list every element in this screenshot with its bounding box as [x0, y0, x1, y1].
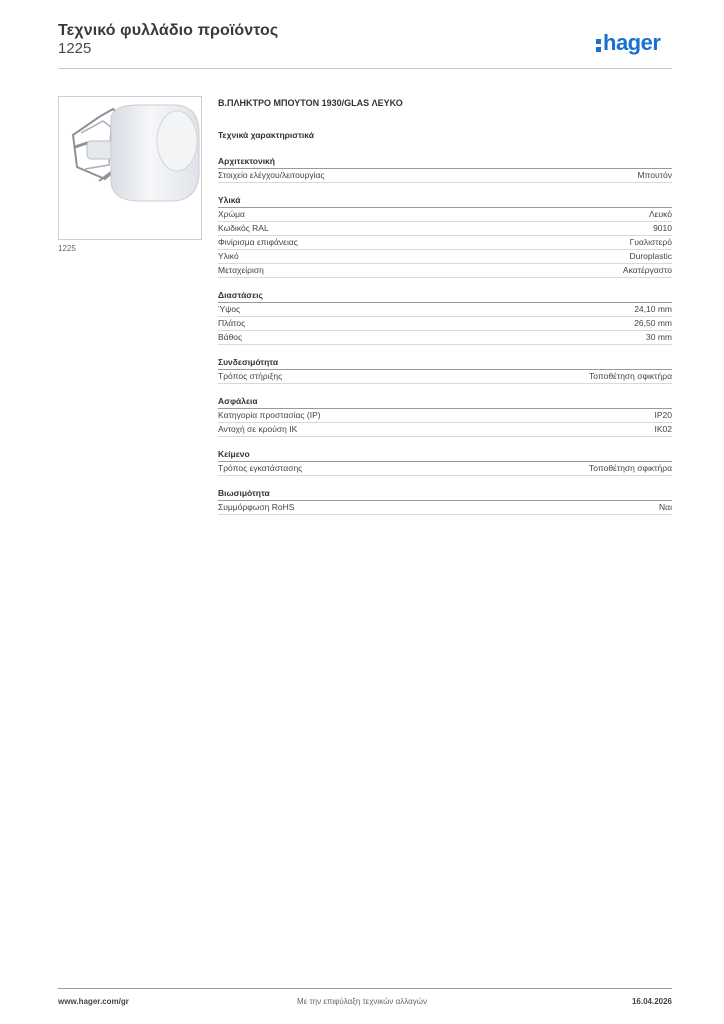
spec-value: IP20 — [654, 410, 672, 420]
footer-date: 16.04.2026 — [631, 997, 672, 1006]
spec-row — [218, 462, 672, 476]
spec-value: 26,50 mm — [634, 318, 672, 328]
spec-value: IK02 — [654, 424, 672, 434]
spec-value: Γυαλιστερό — [629, 237, 672, 247]
spec-row — [218, 236, 672, 250]
product-image — [58, 96, 202, 240]
spec-group-title: Κείμενο — [218, 447, 672, 462]
spec-value: Τοποθέτηση σφικτήρα — [588, 463, 672, 473]
push-button-icon — [59, 97, 201, 239]
spec-row — [218, 370, 672, 384]
spec-label: Συμμόρφωση RoHS — [218, 502, 295, 512]
spec-value: Ακατέργαστο — [622, 265, 672, 275]
product-name: Β.ΠΛΗΚΤΡΟ ΜΠΟΥΤΟΝ 1930/GLAS ΛΕΥΚΟ — [218, 98, 403, 108]
spec-value: 24,10 mm — [634, 304, 672, 314]
spec-label: Τρόπος στήριξης — [218, 371, 283, 381]
hager-logo — [596, 30, 660, 56]
spec-group-title: Υλικά — [218, 193, 672, 208]
spec-label: Υλικό — [218, 251, 239, 261]
section-heading: Τεχνικά χαρακτηριστικά — [218, 130, 314, 140]
spec-row — [218, 169, 672, 183]
spec-label: Τρόπος εγκατάστασης — [218, 463, 303, 473]
spec-group — [218, 355, 672, 384]
spec-row — [218, 501, 672, 515]
spec-value: Τοποθέτηση σφικτήρα — [588, 371, 672, 381]
spec-value: Duroplastic — [629, 251, 672, 261]
spec-group — [218, 193, 672, 278]
spec-group — [218, 394, 672, 437]
product-code: 1225 — [58, 40, 92, 57]
spec-row — [218, 409, 672, 423]
spec-label: Μεταχείριση — [218, 265, 264, 275]
spec-sheet — [218, 96, 672, 515]
spec-row — [218, 331, 672, 345]
spec-label: Πλάτος — [218, 318, 246, 328]
spec-row — [218, 222, 672, 236]
spec-group-title: Συνδεσιμότητα — [218, 355, 672, 370]
spec-label: Ύψος — [218, 304, 241, 314]
footer-website: www.hager.com/gr — [58, 997, 129, 1006]
spec-group-title: Ασφάλεια — [218, 394, 672, 409]
spec-row — [218, 208, 672, 222]
spec-label: Χρώμα — [218, 209, 245, 219]
spec-groups — [218, 154, 672, 515]
spec-label: Στοιχείο ελέγχου/λειτουργίας — [218, 170, 325, 180]
footer-divider — [58, 988, 672, 989]
spec-label: Βάθος — [218, 332, 243, 342]
spec-row — [218, 317, 672, 331]
spec-label: Φινίρισμα επιφάνειας — [218, 237, 298, 247]
spec-label: Κωδικός RAL — [218, 223, 269, 233]
spec-row — [218, 264, 672, 278]
spec-value: Ναι — [659, 502, 672, 512]
spec-value: 9010 — [653, 223, 672, 233]
spec-value: Μπουτόν — [637, 170, 672, 180]
spec-group — [218, 288, 672, 345]
image-caption: 1225 — [58, 244, 76, 253]
spec-value: Λευκό — [649, 209, 672, 219]
logo-text: hager — [603, 30, 661, 55]
logo-dots-icon — [596, 36, 602, 51]
spec-row — [218, 250, 672, 264]
spec-row — [218, 423, 672, 437]
spec-group — [218, 154, 672, 183]
spec-group-title: Διαστάσεις — [218, 288, 672, 303]
spec-group — [218, 486, 672, 515]
spec-row — [218, 303, 672, 317]
spec-group — [218, 447, 672, 476]
header-divider — [58, 68, 672, 69]
spec-value: 30 mm — [646, 332, 672, 342]
spec-group-title: Αρχιτεκτονική — [218, 154, 672, 169]
doc-title: Τεχνικό φυλλάδιο προϊόντος — [58, 22, 279, 39]
footer-notice: Με την επιφύλαξη τεχνικών αλλαγών — [297, 997, 427, 1006]
spec-group-title: Βιωσιμότητα — [218, 486, 672, 501]
spec-label: Κατηγορία προστασίας (IP) — [218, 410, 321, 420]
spec-label: Αντοχή σε κρούση IK — [218, 424, 298, 434]
